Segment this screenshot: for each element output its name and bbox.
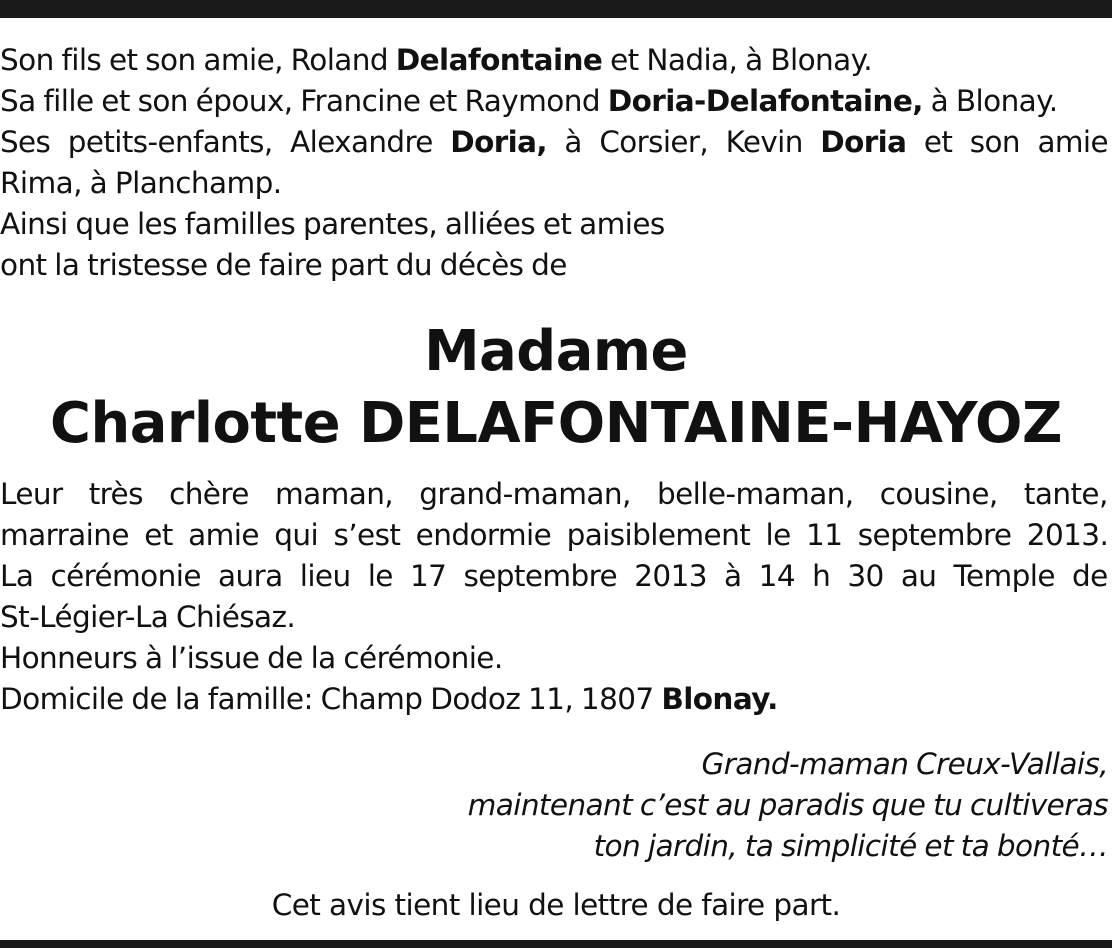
surname-delafontaine: Delafontaine [395,43,603,77]
deceased-title: Madame [424,319,688,384]
family-announcement [0,40,1112,286]
family-line-relatives: Ainsi que les familles parentes, alliées et amies [0,207,665,241]
family-line-announcement: ont la tristesse de faire part du décès de [0,248,567,282]
details-line-2: marraine et amie qui s’est endormie paisiblement le 11 septembre 2013. [0,518,1109,552]
closing-note: Cet avis tient lieu de lettre de faire part. [271,888,841,922]
obituary-notice [0,40,1112,926]
family-line-grandchildren: Ses petits-enfants, Alexandre Doria, à Corsier, Kevin Doria et son amie [0,125,1108,159]
details-line-5: Honneurs à l’issue de la cérémonie. [0,641,503,675]
details-line-1: Leur très chère maman, grand-maman, belle-maman, cousine, tante, [0,477,1108,511]
family-line-son: Son fils et son amie, Roland Delafontaine et Nadia, à Blonay. [0,43,873,77]
details-line-3: La cérémonie aura lieu le 17 septembre 2013 à 14 h 30 au Temple de [0,559,1108,593]
quote-line-3: ton jardin, ta simplicité et ta bonté… [593,829,1108,863]
deceased-name: Charlotte DELAFONTAINE-HAYOZ [50,391,1062,456]
details-line-domicile: Domicile de la famille: Champ Dodoz 11, 1807 Blonay. [0,682,778,716]
details-line-4: St-Légier-La Chiésaz. [0,600,296,634]
family-line-daughter: Sa fille et son époux, Francine et Raymond Doria-Delafontaine, à Blonay. [0,84,1058,118]
quote-line-1: Grand-maman Creux-Vallais, [701,747,1108,781]
quote-line-2: maintenant c’est au paradis que tu cultiveras [467,788,1108,822]
top-rule [0,0,1112,18]
surname-doria-delafontaine: Doria-Delafontaine, [607,84,923,118]
town-blonay: Blonay. [661,682,778,716]
family-line-rima: Rima, à Planchamp. [0,166,282,200]
ceremony-details [0,474,1112,720]
bottom-rule [0,940,1112,948]
memorial-quote [0,744,1112,867]
